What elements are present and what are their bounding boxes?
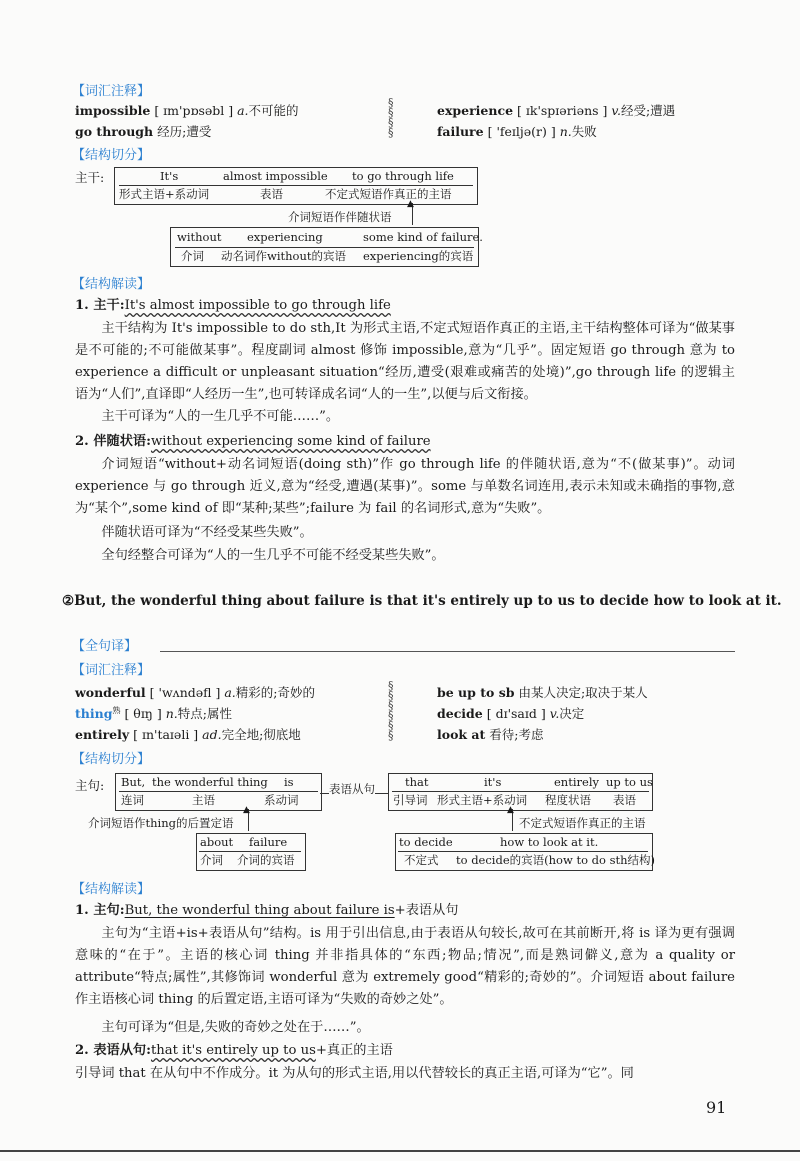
- vocab-item: entirely [ ɪn'taɪəli ] ad.完全地;彻底地: [75, 727, 301, 742]
- section2-analysis-title: 【结构解读】: [72, 882, 151, 897]
- section1-analysis-title: 【结构解读】: [72, 277, 151, 292]
- role-predicative: 表语: [613, 793, 636, 807]
- arrowhead-icon: ▲: [507, 805, 514, 815]
- prep-phrase-box: [196, 833, 306, 871]
- vocab-item: failure [ 'feɪljə(r) ] n.失败: [437, 124, 597, 139]
- word-how-to-look-at-it: how to look at it.: [500, 835, 599, 849]
- sentence-heading: ②But, the wonderful thing about failure is that it's entirely up to us to decide how to look at it.: [62, 593, 782, 609]
- vocab-item: look at 看待;考虑: [437, 727, 544, 742]
- word-about: about: [200, 835, 234, 849]
- link-label-predicative-clause: 表语从句: [329, 782, 375, 796]
- role-predicative: 表语: [260, 187, 283, 201]
- analysis-paragraph: 主句为“主语+is+表语从句”结构。is 用于引出信息,由于表语从句较长,故可在其前断开,将 is 译为更有强调意味的“在于”。主语的核心词 thing 并非指具体的“东西;物品;情况”,而是熟词僻义,意为 a quality or attribute“特点;属性”,其修饰词 wonderful 意为 extremely good“精彩的;奇妙的”。介词短语 about failure 作主语核心词 thing 的后置定语,主语可译为“失败的奇妙之处”。: [75, 926, 735, 1007]
- section1-vocab-title: 【词汇注释】: [72, 84, 151, 99]
- role-preposition: 介词: [181, 249, 204, 263]
- analysis-paragraph: 介词短语“without+动名词短语(doing sth)”作 go through life 的伴随状语,意为“不(做某事)”。动词 experience 与 go through 近义,意为“经受,遭遇(某事)”。some 与单数名词连用,表示未知或未确指的事物,意为“某个”,some kind of 即“某种;某些”;failure 为 fail 的名词形式,意为“失败”。: [75, 457, 735, 516]
- adverbial-box: [170, 227, 483, 267]
- word-experiencing: experiencing: [247, 230, 323, 244]
- role-conjunction: 连词: [121, 793, 144, 807]
- vocab-item: go through 经历;遭受: [75, 124, 212, 139]
- link-label-real-subject: 不定式短语作真正的主语: [519, 816, 646, 830]
- role-gerund: 动名词作without的宾语: [221, 249, 346, 263]
- role-infinitive: 不定式: [404, 853, 439, 867]
- footer-divider: [0, 1150, 800, 1152]
- vocab-item: decide [ dɪ'saɪd ] v.决定: [437, 706, 585, 721]
- role-subject: 主语: [192, 793, 215, 807]
- word-to-decide: to decide: [399, 835, 453, 849]
- analysis-translation: 主句可译为“但是,失败的奇妙之处在于……”。: [101, 1020, 370, 1035]
- word-failure: failure: [249, 835, 288, 849]
- word-is: is: [284, 775, 294, 789]
- main-clause-box: [114, 167, 478, 205]
- word-its: it's: [484, 775, 502, 789]
- analysis-paragraph: 主干结构为 It's impossible to do sth,It 为形式主语,不定式短语作真正的主语,主干结构整体可译为“做某事是不可能的;不可能做某事”。程度副词 almost 修饰 impossible,意为“几乎”。固定短语 go through 意为 to experience a difficult or unpleasant situation“经历,遭受(艰难或痛苦的处境)”,go through life 的逻辑主语为“人们”,直译即“人经历一生”,也可转译成名词“人的一生”,以便与后文衔接。: [75, 321, 735, 402]
- arrowhead-icon: ▲: [407, 199, 414, 209]
- vocab-item: be up to sb 由某人决定;取决于某人: [437, 685, 648, 700]
- page-number: 91: [706, 1098, 727, 1117]
- link-label-adverbial: 介词短语作伴随状语: [288, 210, 392, 224]
- predicative-clause-box: [388, 773, 653, 811]
- vocab-item: experience [ ɪk'spɪəriəns ] v.经受;遭遇: [437, 103, 676, 118]
- role-formal-subject: 形式主语+系动词: [119, 187, 210, 201]
- analysis-translation: 伴随状语可译为“不经受某些失败”。: [101, 525, 313, 540]
- role-preposition: 介词: [200, 853, 223, 867]
- vocab-item: thing$^熟$ [ θɪŋ ] n.特点;属性: [75, 705, 232, 721]
- answer-line: [160, 651, 735, 652]
- diagram-main-label: 主干:: [75, 170, 105, 185]
- role-object: experiencing的宾语: [363, 249, 474, 263]
- diagram-main-label: 主句:: [75, 778, 105, 793]
- word-without: without: [177, 230, 222, 244]
- vocab-item: impossible [ ɪm'pɒsəbl ] a.不可能的: [75, 103, 299, 118]
- analysis-heading-1: 1. 主句:But, the wonderful thing about failure is+表语从句: [75, 903, 459, 918]
- role-decide-object: to decide的宾语(how to do sth结构): [456, 853, 656, 867]
- word-that: that: [405, 775, 429, 789]
- full-translation: 全句经整合可译为“人的一生几乎不可能不经受某些失败”。: [101, 548, 445, 563]
- word-wonderful-thing: the wonderful thing: [152, 775, 268, 789]
- link-label-postmodifier: 介词短语作thing的后置定语: [88, 816, 234, 830]
- role-real-subject: 不定式短语作真正的主语: [325, 187, 452, 201]
- role-formal-subject: 形式主语+系动词: [437, 793, 528, 807]
- main-clause-box: [115, 773, 322, 811]
- analysis-heading-1: 1. 主干:It's almost impossible to go through life: [75, 298, 391, 313]
- section2-fulltrans-title: 【全句译】: [72, 639, 138, 654]
- role-introducer: 引导词: [393, 793, 428, 807]
- role-degree-adverbial: 程度状语: [545, 793, 591, 807]
- word-to-go-through-life: to go through life: [352, 169, 454, 183]
- role-prep-object: 介词的宾语: [237, 853, 295, 867]
- word-entirely: entirely: [554, 775, 599, 789]
- word-up-to-us: up to us: [606, 775, 653, 789]
- word-almost-impossible: almost impossible: [223, 169, 328, 183]
- word-but: But,: [121, 775, 146, 789]
- infinitive-box: [395, 833, 656, 871]
- arrowhead-icon: ▲: [243, 805, 250, 815]
- vocab-item: wonderful [ 'wʌndəfl ] a.精彩的;奇妙的: [75, 685, 315, 700]
- section1-struct-title: 【结构切分】: [72, 148, 151, 163]
- analysis-translation: 主干可译为“人的一生几乎不可能……”。: [101, 409, 340, 424]
- analysis-paragraph: 引导词 that 在从句中不作成分。it 为从句的形式主语,用以代替较长的真正主语,可译为“它”。同: [75, 1066, 634, 1081]
- role-linking-verb: 系动词: [264, 793, 299, 807]
- divider-curl-icon: § § § §: [388, 96, 394, 139]
- section2-struct-title: 【结构切分】: [72, 752, 151, 767]
- analysis-heading-2: 2. 表语从句:that it's entirely up to us+真正的主语: [75, 1043, 393, 1058]
- word-some-kind-of-failure: some kind of failure.: [363, 230, 483, 244]
- section2-vocab-title: 【词汇注释】: [72, 663, 151, 678]
- word-its: It's: [160, 169, 179, 183]
- divider-curl-icon: § § § § § §: [388, 679, 394, 742]
- analysis-heading-2: 2. 伴随状语:without experiencing some kind of failure: [75, 434, 431, 449]
